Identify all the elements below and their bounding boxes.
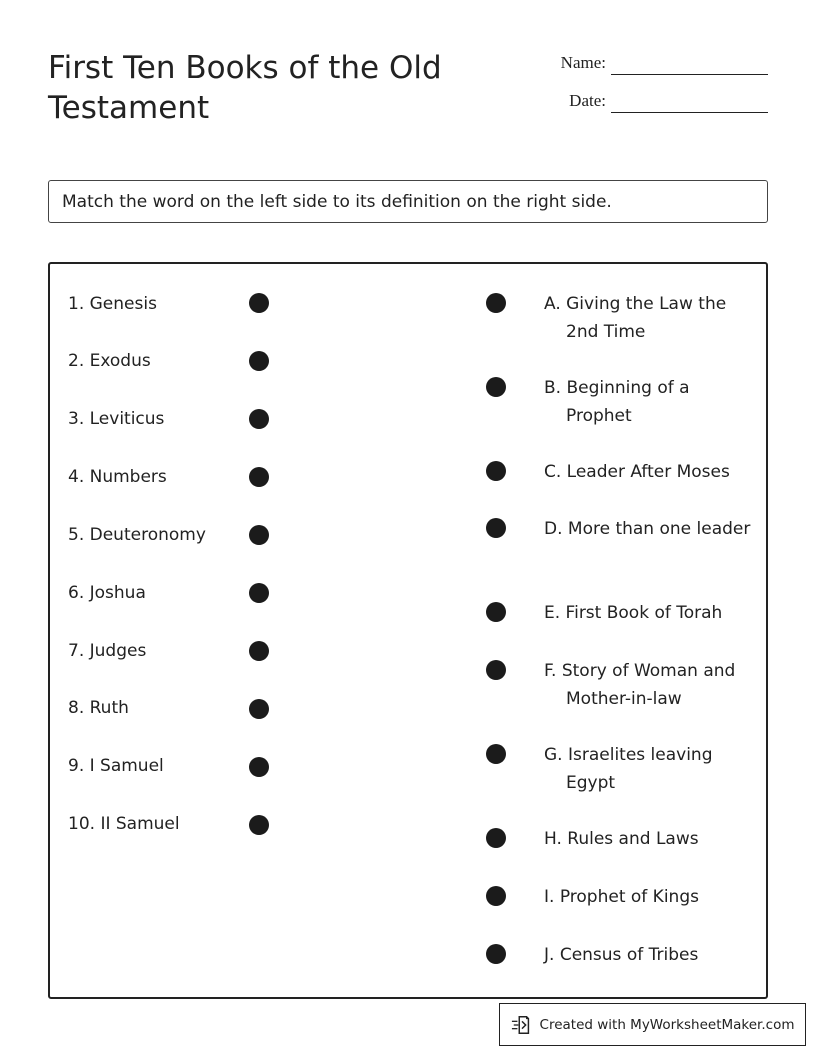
definition-item: D. More than one leader — [544, 519, 751, 539]
definition-item: I. Prophet of Kings — [544, 887, 699, 907]
worksheet-maker-logo-icon — [511, 1014, 533, 1036]
footer-text: Created with MyWorksheetMaker.com — [539, 1016, 795, 1033]
definition-item: A. Giving the Law the 2nd Time — [544, 294, 727, 342]
term-dot[interactable] — [249, 525, 269, 545]
definition-dot[interactable] — [486, 377, 506, 397]
definition-dot[interactable] — [486, 886, 506, 906]
term-item: 4. Numbers — [68, 467, 167, 487]
definition-dot[interactable] — [486, 660, 506, 680]
term-dot[interactable] — [249, 467, 269, 487]
definition-dot[interactable] — [486, 602, 506, 622]
definition-item: J. Census of Tribes — [544, 945, 699, 965]
definition-dot[interactable] — [486, 744, 506, 764]
term-item: 6. Joshua — [68, 583, 146, 603]
definition-item: G. Israelites leaving Egypt — [544, 745, 713, 793]
matching-area — [48, 262, 768, 999]
instructions-text: Match the word on the left side to its definition on the right side. — [62, 191, 612, 212]
definition-item: H. Rules and Laws — [544, 829, 699, 849]
definition-dot[interactable] — [486, 461, 506, 481]
term-dot[interactable] — [249, 815, 269, 835]
term-item: 3. Leviticus — [68, 409, 165, 429]
definition-dot[interactable] — [486, 518, 506, 538]
date-label: Date: — [569, 91, 606, 110]
term-dot[interactable] — [249, 699, 269, 719]
term-dot[interactable] — [249, 293, 269, 313]
term-item: 1. Genesis — [68, 294, 157, 314]
name-blank-line[interactable] — [611, 74, 768, 75]
term-dot[interactable] — [249, 583, 269, 603]
definition-dot[interactable] — [486, 828, 506, 848]
term-dot[interactable] — [249, 757, 269, 777]
definition-item: E. First Book of Torah — [544, 603, 723, 623]
definition-dot[interactable] — [486, 944, 506, 964]
name-label: Name: — [560, 53, 606, 72]
term-dot[interactable] — [249, 351, 269, 371]
instructions-box — [48, 180, 768, 223]
term-item: 2. Exodus — [68, 351, 151, 371]
name-field — [520, 53, 768, 77]
term-dot[interactable] — [249, 641, 269, 661]
term-dot[interactable] — [249, 409, 269, 429]
definition-item: F. Story of Woman and Mother-in-law — [544, 661, 736, 709]
definition-dot[interactable] — [486, 293, 506, 313]
term-item: 8. Ruth — [68, 698, 129, 718]
term-item: 5. Deuteronomy — [68, 525, 206, 545]
date-field — [520, 91, 768, 115]
term-item: 7. Judges — [68, 641, 147, 661]
page-title: First Ten Books of the Old Testament — [48, 50, 442, 126]
term-item: 10. II Samuel — [68, 814, 180, 834]
definition-item: C. Leader After Moses — [544, 462, 730, 482]
date-blank-line[interactable] — [611, 112, 768, 113]
footer-credit[interactable] — [499, 1003, 806, 1046]
term-item: 9. I Samuel — [68, 756, 164, 776]
definition-item: B. Beginning of a Prophet — [544, 378, 690, 426]
